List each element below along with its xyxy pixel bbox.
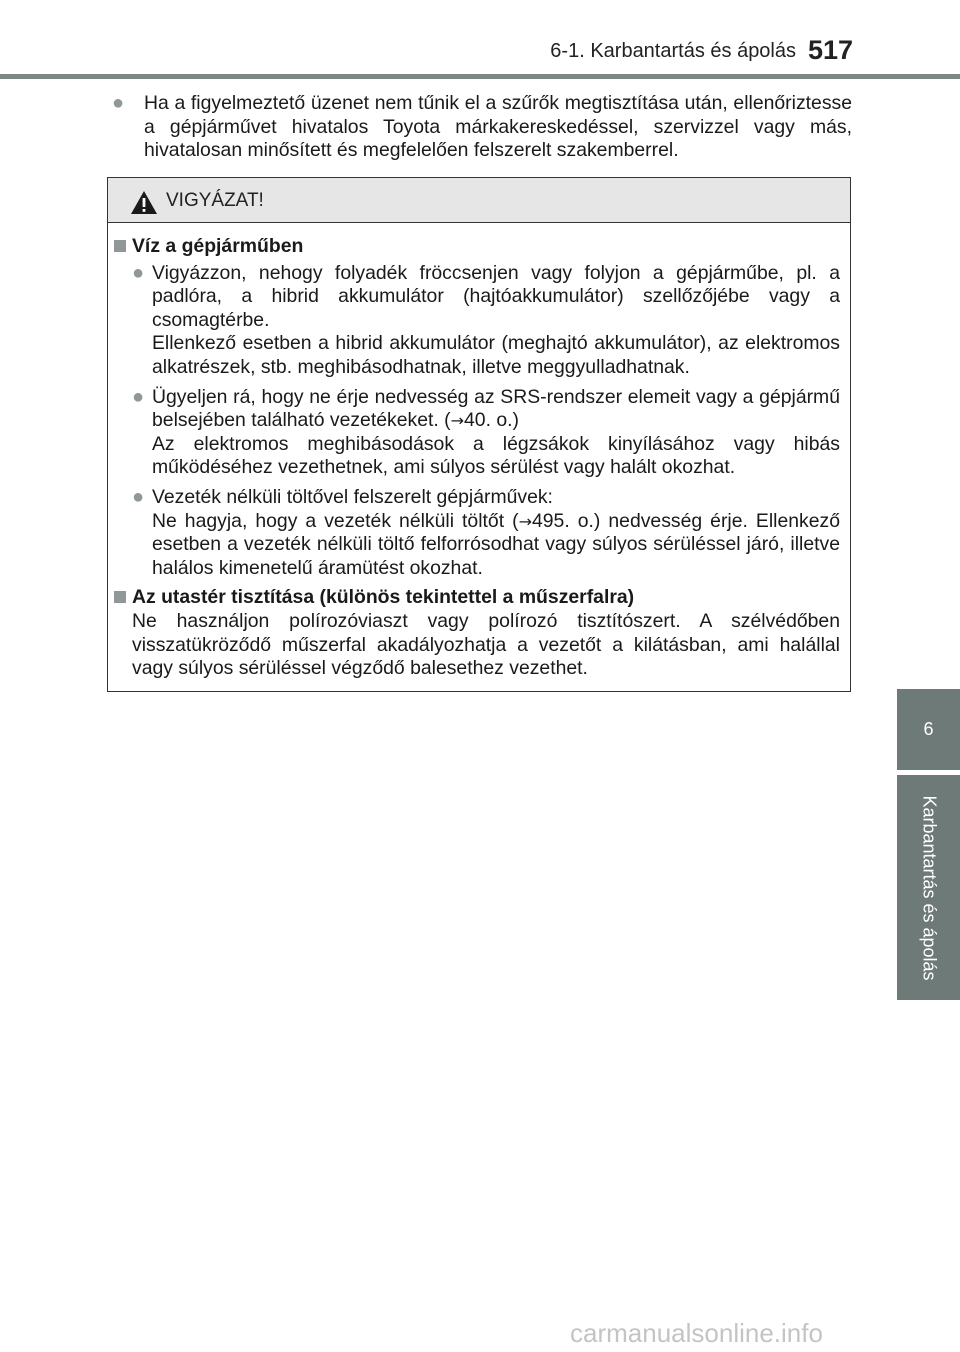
chapter-title: Karbantartás és ápolás	[919, 794, 939, 981]
item-text: Vezeték nélküli töltővel felszerelt gépjárművek:	[152, 485, 553, 508]
list-item	[132, 386, 840, 480]
chapter-number-tab: 6	[897, 689, 960, 770]
page-reference-link[interactable]: 495. o.) nedvesség érje. Ellenkező esetben a vezeték nélküli töltő felforrósodhat vagy súlyos sérüléssel járó, illetve halálos kimenetelű áramütést okozhat.	[152, 509, 840, 579]
intro-text: Ha a figyelmeztető üzenet nem tűnik el a szűrők megtisztítása után, ellenőriztesse a gépjárművet hivatalos Toyota márkakereskedéssel, szervizzel vagy más, hivatalosan minősített és megfelelően felszerelt szakemberrel.	[144, 92, 852, 162]
bullet-icon: ●	[132, 385, 145, 408]
warning-section-interior	[112, 586, 840, 680]
section-heading	[112, 235, 840, 259]
bullet-icon: ●	[132, 485, 145, 508]
bullet-icon: ●	[112, 92, 125, 114]
section-heading-text: Az utastér tisztítása (különös tekintettel a műszerfalra)	[132, 586, 635, 609]
header-divider	[0, 74, 960, 79]
list-item	[132, 486, 840, 580]
warning-label: VIGYÁZAT!	[166, 190, 264, 211]
arrow-icon: →	[450, 411, 465, 431]
square-bullet-icon	[114, 240, 126, 252]
warning-body	[108, 223, 850, 681]
arrow-icon: →	[518, 511, 532, 531]
warning-triangle-icon	[130, 190, 158, 215]
page-number: 517	[808, 35, 854, 65]
bullet-icon: ●	[132, 261, 145, 284]
item-text: Ellenkező esetben a hibrid akkumulátor (meghajtó akkumulátor), az elektromos alkatrészek, stb. meghibásodhatnak, illetve meggyulladhatnak.	[152, 332, 840, 378]
chapter-title-tab	[897, 775, 960, 1000]
warning-box	[107, 177, 851, 692]
warning-section-water	[112, 235, 840, 580]
item-text: Ügyeljen rá, hogy ne érje nedvesség az SRS-rendszer elemeit vagy a gépjármű belsejében található vezetékeket. (→40. o.)	[152, 385, 840, 432]
section-heading	[112, 586, 840, 610]
item-text: Ne hagyja, hogy a vezeték nélküli töltőt (→495. o.) nedvesség érje. Ellenkező esetben a vezeték nélküli töltő felforrósodhat vagy súlyos sérüléssel járó, illetve halálos kimenetelű áramütést okozhat.	[152, 509, 840, 579]
item-text: Vigyázzon, nehogy folyadék fröccsenjen vagy folyjon a gépjárműbe, pl. a padlóra, a hibrid akkumulátor (hajtóakkumulátor) szellőzőjébe vagy a csomagtérbe.	[152, 261, 840, 331]
warning-header	[108, 178, 850, 223]
square-bullet-icon	[114, 591, 126, 603]
intro-paragraph	[112, 92, 852, 163]
section-heading-text: Víz a gépjárműben	[132, 235, 304, 257]
page-reference-link[interactable]: 40. o.)	[464, 409, 519, 432]
section-text: Ne használjon polírozóviaszt vagy polírozó tisztítószert. A szélvédőben visszatükröződő műszerfal akadályozhatja a vezetőt a kilátásban, ami halállal vagy súlyos sérüléssel végződő balesethez vezethet.	[132, 609, 840, 680]
section-title: 6-1. Karbantartás és ápolás	[550, 40, 796, 62]
list-item	[132, 262, 840, 380]
item-text: Az elektromos meghibásodások a légzsákok kinyílásához vagy hibás működéséhez vezethetnek, ami súlyos sérülést vagy halált okozhat.	[152, 432, 840, 479]
footer-watermark: carmanualsonline.info	[570, 1318, 823, 1348]
